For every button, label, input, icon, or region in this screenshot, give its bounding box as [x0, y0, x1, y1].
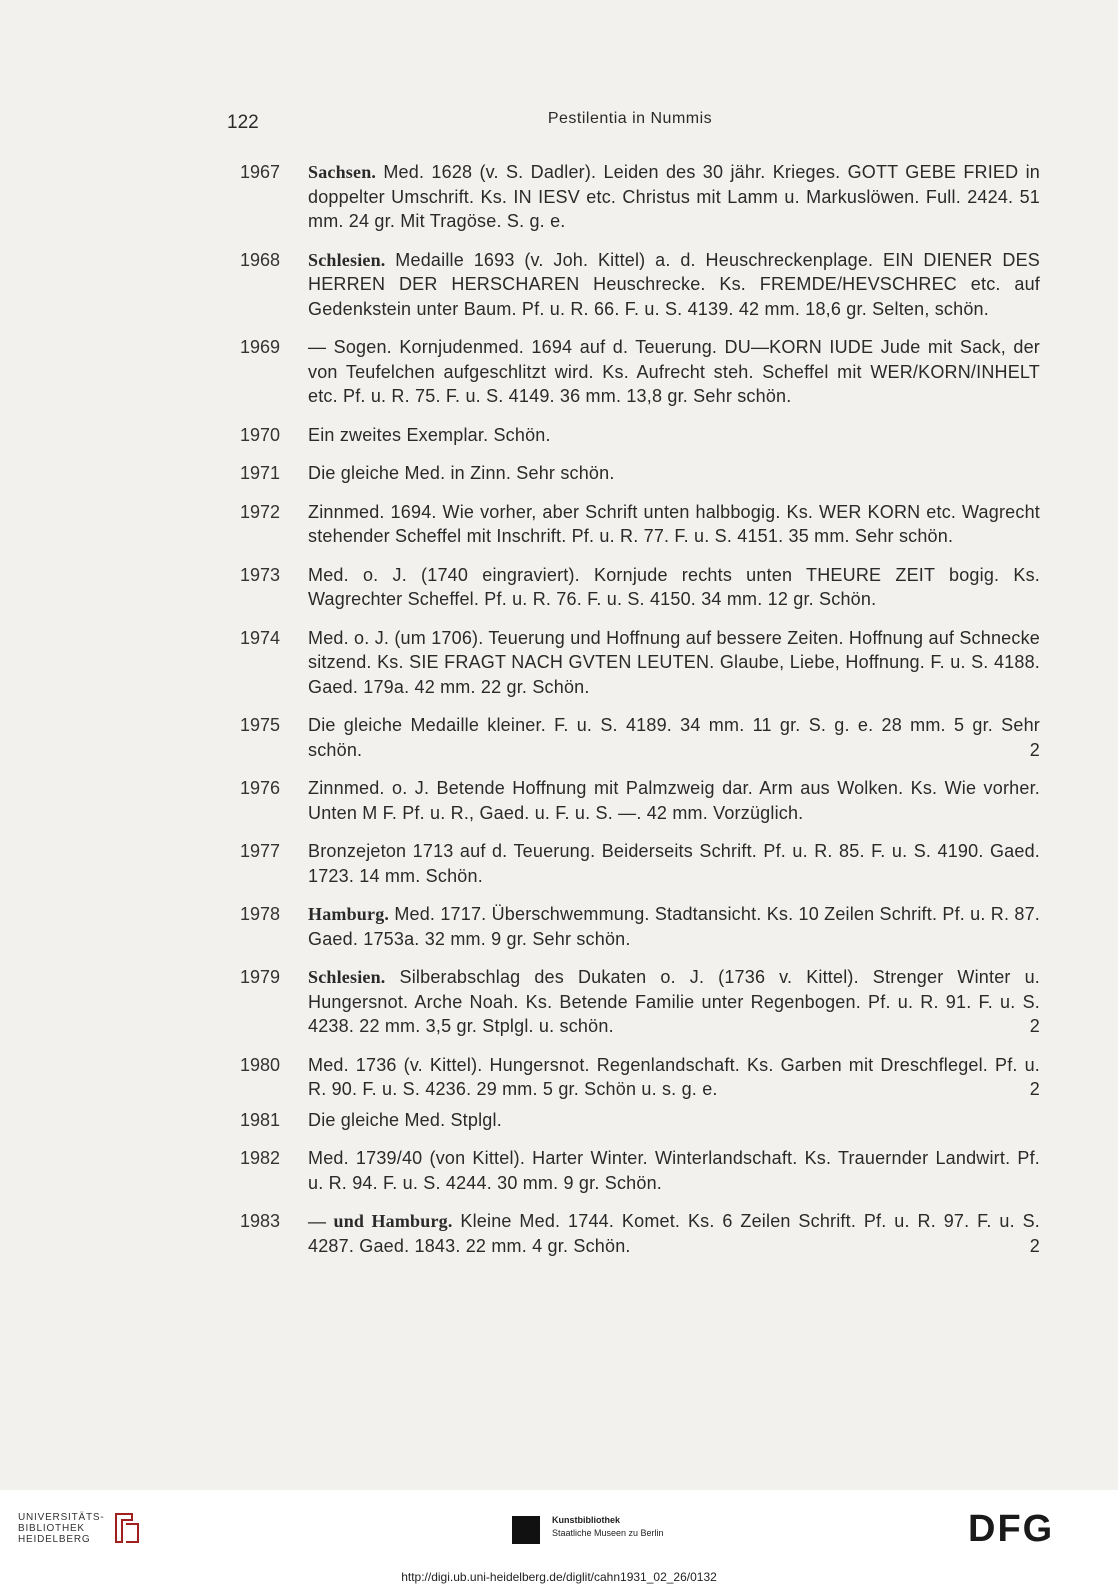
entry-number: 1981: [240, 1109, 281, 1130]
entry-description: [308, 1209, 1040, 1258]
catalog-entry: [240, 160, 1040, 234]
entry-place: Hamburg.: [308, 904, 390, 924]
catalog-entry: [240, 423, 1040, 448]
permalink-url[interactable]: http://digi.ub.uni-heidelberg.de/diglit/cahn1931_02_26/0132: [401, 1570, 717, 1584]
entry-text: Med. o. J. (1740 eingraviert). Kornjude rechts unten THEURE ZEIT bogig. Ks. Wagrechter Scheffel. Pf. u. R. 76. F. u. S. 4150. 34 mm. 12 gr. Schön.: [308, 564, 1040, 609]
entry-text: Ein zweites Exemplar. Schön.: [308, 424, 551, 445]
entry-text: Die gleiche Med. in Zinn. Sehr schön.: [308, 463, 615, 483]
catalog-entry: [240, 902, 1040, 951]
entry-number: 1983: [240, 1211, 281, 1231]
entry-description: [308, 965, 1040, 1039]
entry-place: — und Hamburg.: [308, 1211, 453, 1231]
entry-description: [308, 461, 1040, 486]
catalog-entry: [240, 1209, 1040, 1258]
entry-number: 1980: [240, 1054, 281, 1075]
catalog-entry: [240, 563, 1040, 612]
entry-number: 1969: [240, 337, 281, 357]
catalog-entry: [240, 461, 1040, 486]
entry-description: [308, 248, 1040, 322]
catalog-entry: [240, 626, 1040, 700]
entry-text: Die gleiche Medaille kleiner. F. u. S. 4189. 34 mm. 11 gr. S. g. e. 28 mm. 5 gr. Sehr schön.: [308, 715, 1040, 760]
entry-price: 2: [1029, 1079, 1040, 1099]
entry-description: [308, 1146, 1040, 1195]
entry-text: Med. 1739/40 (von Kittel). Harter Winter. Winterlandschaft. Ks. Trauernder Landwirt. Pf. u. R. 94. F. u. S. 4244. 30 mm. 9 gr. Schön.: [308, 1148, 1040, 1193]
entry-description: [308, 160, 1040, 234]
kunstbibliothek-logo-icon[interactable]: [512, 1516, 540, 1544]
catalog-entry: [240, 1146, 1040, 1195]
kunstbibliothek-label: [552, 1514, 664, 1540]
entry-text: — Sogen. Kornjudenmed. 1694 auf d. Teuerung. DU—KORN IUDE Jude mit Sack, der von Teufelchen aufgeschlitzt wird. Ks. Aufrecht steh. Scheffel mit WER/KORN/INHELT etc. Pf. u. R. 75. F. u. S. 4149. 36 mm. 13,8 gr. Sehr schön.: [308, 337, 1040, 406]
entry-description: [308, 839, 1040, 888]
entry-price: 2: [1029, 739, 1040, 760]
entry-place: Sachsen.: [308, 162, 377, 182]
entry-description: [308, 713, 1040, 762]
catalog-entry: [240, 713, 1040, 762]
page-number: 122: [227, 112, 259, 133]
entry-place: Schlesien.: [308, 967, 386, 987]
page-header: [225, 110, 1035, 140]
entry-number: 1967: [240, 162, 281, 182]
ub-heidelberg-logo[interactable]: [18, 1512, 105, 1545]
entry-text: Med. 1717. Überschwemmung. Stadtansicht. Ks. 10 Zeilen Schrift. Pf. u. R. 87. Gaed. 1753a. 32 mm. 9 gr. Sehr schön.: [308, 904, 1041, 949]
entry-text: Zinnmed. 1694. Wie vorher, aber Schrift unten halbbogig. Ks. WER KORN etc. Wagrecht stehender Scheffel mit Inschrift. Pf. u. R. 77. F. u. S. 4151. 35 mm. Sehr schön.: [308, 501, 1040, 546]
entry-price: 2: [1029, 1016, 1040, 1036]
catalog-entries: [240, 160, 1040, 1272]
catalog-entry: [240, 1053, 1040, 1102]
entry-text: Silberabschlag des Dukaten o. J. (1736 v. Kittel). Strenger Winter u. Hungersnot. Arche Noah. Ks. Betende Familie unter Regenbogen. Pf. u. R. 91. F. u. S. 4238. 22 mm. 3,5 gr. Stplgl. u. schön.: [308, 967, 1040, 1036]
footer: [0, 1490, 1118, 1588]
entry-number: 1982: [240, 1148, 281, 1168]
entry-description: [308, 500, 1040, 549]
entry-place: Schlesien.: [308, 249, 386, 270]
entry-description: [308, 902, 1040, 951]
entry-number: 1976: [240, 778, 281, 798]
entry-description: [308, 423, 1040, 448]
ub-line-1: UNIVERSITÄTS-: [18, 1512, 105, 1523]
entry-number: 1974: [240, 627, 281, 648]
entry-description: [308, 1108, 1040, 1133]
entry-number: 1978: [240, 904, 281, 924]
ub-line-2: BIBLIOTHEK: [18, 1523, 85, 1534]
kb-subtitle: Staatliche Museen zu Berlin: [552, 1528, 664, 1538]
entry-number: 1972: [240, 501, 281, 522]
ub-emblem-icon: [112, 1510, 142, 1546]
entry-number: 1968: [240, 249, 281, 270]
entry-text: Kleine Med. 1744. Komet. Ks. 6 Zeilen Schrift. Pf. u. R. 97. F. u. S. 4287. Gaed. 1843. 22 mm. 4 gr. Schön.: [308, 1211, 1040, 1256]
entry-number: 1970: [240, 424, 281, 445]
entry-description: [308, 776, 1040, 825]
entry-price: 2: [1029, 1235, 1040, 1256]
entry-number: 1975: [240, 715, 281, 735]
catalog-entry: [240, 965, 1040, 1039]
entry-number: 1979: [240, 967, 281, 987]
entry-text: Bronzejeton 1713 auf d. Teuerung. Beiderseits Schrift. Pf. u. R. 85. F. u. S. 4190. Gaed. 1723. 14 mm. Schön.: [308, 841, 1040, 886]
catalog-entry: [240, 776, 1040, 825]
entry-text: Med. 1628 (v. S. Dadler). Leiden des 30 jähr. Krieges. GOTT GEBE FRIED in doppelter Umschrift. Ks. IN IESV etc. Christus mit Lamm u. Markuslöwen. Full. 2424. 51 mm. 24 gr. Mit Tragöse. S. g. e.: [308, 162, 1040, 231]
entry-text: Die gleiche Med. Stplgl.: [308, 1109, 502, 1130]
dfg-logo[interactable]: DFG: [968, 1508, 1055, 1550]
catalog-entry: [240, 839, 1040, 888]
entry-description: [308, 563, 1040, 612]
entry-text: Med. 1736 (v. Kittel). Hungersnot. Regenlandschaft. Ks. Garben mit Dreschflegel. Pf. u. R. 90. F. u. S. 4236. 29 mm. 5 gr. Schön u. s. g. e.: [308, 1054, 1040, 1099]
entry-description: [308, 335, 1040, 409]
entry-number: 1971: [240, 463, 281, 483]
kb-name: Kunstbibliothek: [552, 1515, 620, 1525]
entry-number: 1977: [240, 841, 281, 861]
ub-line-3: HEIDELBERG: [18, 1534, 91, 1545]
catalog-entry: [240, 500, 1040, 549]
entry-description: [308, 626, 1040, 700]
catalog-entry: [240, 248, 1040, 322]
catalog-entry: [240, 335, 1040, 409]
entry-text: Med. o. J. (um 1706). Teuerung und Hoffnung auf bessere Zeiten. Hoffnung auf Schnecke sitzend. Ks. SIE FRAGT NACH GVTEN LEUTEN. Glaube, Liebe, Hoffnung. F. u. S. 4188. Gaed. 179a. 42 mm. 22 gr. Schön.: [308, 627, 1040, 697]
running-title: Pestilentia in Nummis: [547, 110, 713, 127]
entry-description: [308, 1053, 1040, 1102]
entry-number: 1973: [240, 564, 281, 585]
entry-text: Medaille 1693 (v. Joh. Kittel) a. d. Heuschreckenplage. EIN DIENER DES HERREN DER HERSCHAREN Heuschrecke. Ks. FREMDE/HEVSCHREC etc. auf Gedenkstein unter Baum. Pf. u. R. 66. F. u. S. 4139. 42 mm. 18,6 gr. Selten, schön.: [308, 249, 1040, 319]
catalog-entry: [240, 1108, 1040, 1133]
entry-text: Zinnmed. o. J. Betende Hoffnung mit Palmzweig dar. Arm aus Wolken. Ks. Wie vorher. Unten M F. Pf. u. R., Gaed. u. F. u. S. —. 42 mm. Vorzüglich.: [308, 778, 1040, 823]
